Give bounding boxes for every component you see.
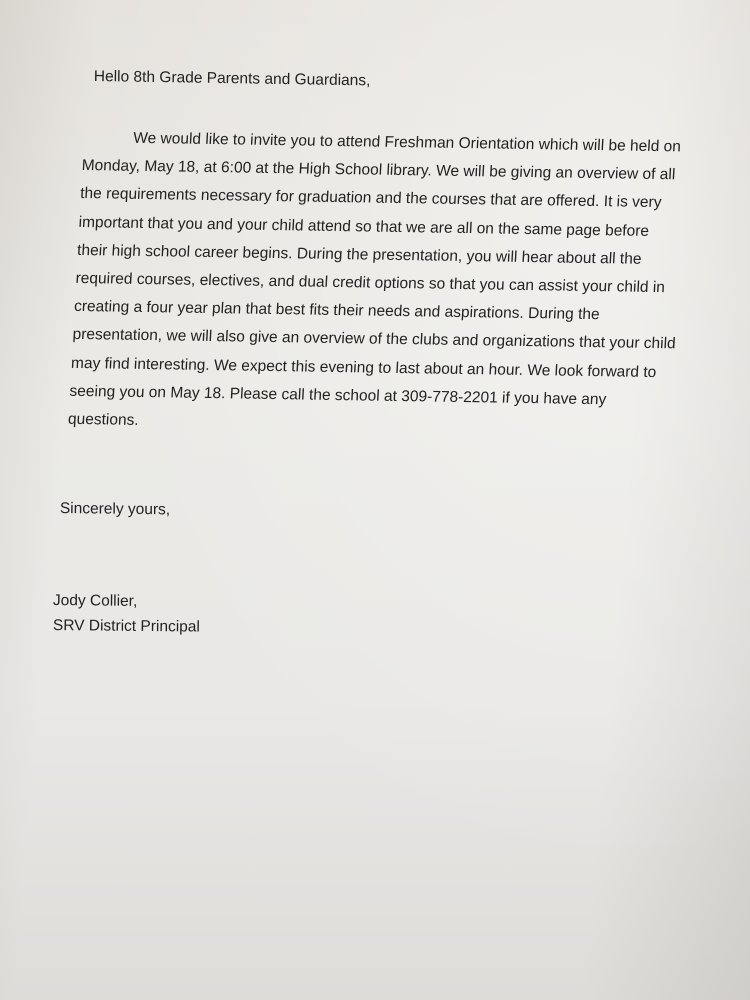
body-line: important that you and your child attend so that we are all on the same page before (78, 213, 650, 240)
letter-closing: Sincerely yours, (59, 500, 171, 519)
letter-greeting: Hello 8th Grade Parents and Guardians, (93, 68, 371, 90)
signature-name: Jody Collier, (52, 592, 138, 610)
body-line: We would like to invite you to attend Freshman Orientation which will be held on (132, 129, 682, 156)
signature-title: SRV District Principal (52, 617, 201, 636)
body-line: seeing you on May 18. Please call the school at 309-778-2201 if you have any (69, 382, 607, 409)
body-line: the requirements necessary for graduation and the courses that are offered. It is very (79, 185, 662, 212)
letter-body (67, 124, 709, 444)
body-line: required courses, electives, and dual credit options so that you can assist your child in (75, 269, 666, 297)
body-line: presentation, we will also give an overview of the clubs and organizations that your child (72, 326, 677, 353)
body-line: may find interesting. We expect this evening to last about an hour. We look forward to (70, 354, 657, 381)
body-line: Monday, May 18, at 6:00 at the High School library. We will be giving an overview of all (81, 157, 676, 184)
body-line: their high school career begins. During the presentation, you will hear about all the (76, 241, 642, 268)
body-line: questions. (67, 410, 140, 429)
body-line: creating a four year plan that best fits their needs and aspirations. During the (73, 298, 601, 324)
